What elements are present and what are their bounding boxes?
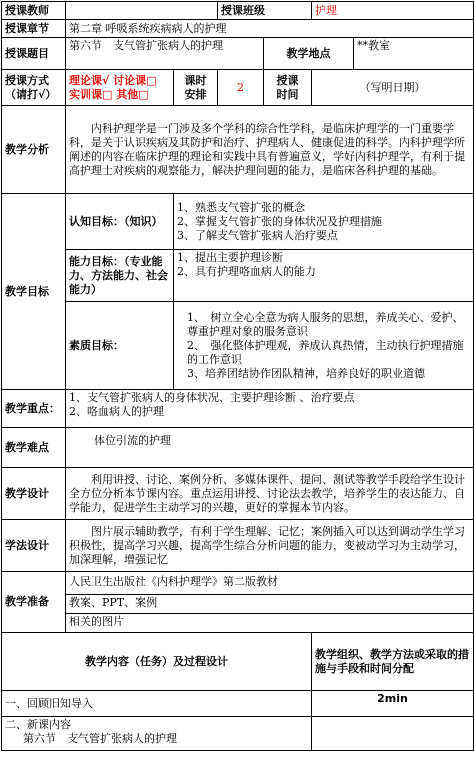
method-option-training-other[interactable]: 实训课□ 其他□ (69, 87, 149, 101)
process-row-review-time: 2min (312, 691, 474, 717)
hours-label-line1: 课时 (184, 73, 207, 87)
difficulty-text: 体位引流的护理 (66, 428, 474, 468)
design-label: 教学设计 (2, 468, 66, 520)
key-points-list (66, 390, 474, 428)
analysis-text: 内科护理学是一门涉及多个学科的综合性学科，是临床护理学的一门重要学科，是关于认识疾病及其防护和治疗、护理病人、健康促进的科学。内科护理学所阐述的内容在临床护理的理论和实践中具有普遍意义，学好内科护理学，有利于提高护理士对疾病的观察能力，解决护理问题的能力，是临床各科护理的基础。 (66, 106, 474, 194)
key-point-item: 2、咯血病人的护理 (69, 405, 164, 418)
preparation-item: 相关的图片 (66, 613, 473, 632)
design-text: 利用讲授、讨论、案例分析、多媒体课件、提问、测试等教学手段给学生设计全方位分析本节课内容。重点运用讲授、讨论法去教学，培养学生的表达能力、自学能力，促进学生主动学习的兴趣，更好的掌握本节内容。 (66, 468, 474, 520)
process-content-header: 教学内容（任务）及过程设计 (2, 633, 312, 691)
process-new-heading: 二、新课内容 (5, 718, 71, 731)
quality-goal-item: 3、培养团结协作团队精神，培养良好的职业道德 (187, 366, 425, 380)
preparation-list (66, 572, 474, 633)
hours-value: 2 (218, 70, 264, 106)
process-row-new-method (312, 717, 474, 751)
method-options (66, 70, 174, 106)
cognitive-goal-item: 3、了解支气管扩张病人治疗要点 (177, 228, 338, 242)
ability-goal-item: 2、具有护理咯血病人的能力 (177, 265, 316, 278)
learning-design-text: 图片展示辅助教学，有利于学生理解、记忆；案例插入可以达到调动学生学习积极性，提高学习兴趣，提高学生综合分析问题的能力，变被动学习为主动学习，加深理解，增强记忆 (66, 520, 474, 572)
process-method-header: 教学组织、教学方法或采取的措施与手段和时间分配 (312, 633, 474, 691)
process-new-section: 第六节 支气管扩张病人的护理 (23, 732, 177, 745)
quality-goal-label: 素质目标： (66, 302, 174, 390)
teacher-label: 授课教师 (2, 2, 66, 20)
preparation-label: 教学准备 (2, 572, 66, 633)
cognitive-goal-item: 1、熟悉支气管扩张的概念 (177, 200, 305, 214)
time-label (264, 70, 312, 106)
ability-goal-item: 1、提出主要护理诊断 (177, 251, 283, 264)
teacher-value (66, 2, 218, 20)
chapter-value: 第二章 呼吸系统疾病病人的护理 (66, 20, 474, 38)
method-label-line2: （请打√） (5, 87, 57, 101)
lesson-plan-table (1, 1, 474, 751)
time-label-line1: 授课 (276, 73, 299, 87)
ability-goal-list (174, 250, 474, 302)
preparation-item: 人民卫生出版社《内科护理学》第二版教材 (69, 575, 278, 588)
place-value: **教室 (354, 38, 474, 70)
ability-goal-label: 能力目标：（专业能力、方法能力、社会能力） (66, 250, 174, 302)
key-point-item: 1、支气管扩张病人的身体状况、主要护理诊断 、治疗要点 (69, 391, 355, 404)
time-value: （写明日期） (312, 70, 474, 106)
preparation-item: 教案、PPT、案例 (66, 594, 473, 613)
cognitive-goal-item: 2、掌握支气管扩张的身体状况及护理措施 (177, 214, 382, 228)
chapter-label: 授课章节 (2, 20, 66, 38)
topic-value: 第六节 支气管扩张病人的护理 (66, 38, 264, 70)
quality-goal-item: 1、 树立全心全意为病人服务的思想，养成关心、爱护、尊重护理对象的服务意识 (187, 310, 464, 338)
quality-goal-list (174, 302, 474, 390)
learning-design-label: 学法设计 (2, 520, 66, 572)
quality-goal-item: 2、 强化整体护理观，养成认真热情，主动执行护理措施的工作意识 (187, 338, 464, 366)
process-row-new (2, 717, 312, 751)
hours-label (174, 70, 218, 106)
hours-label-line2: 安排 (184, 87, 207, 101)
cognitive-goal-label: 认知目标：（知识） (66, 194, 174, 250)
method-label-line1: 授课方式 (5, 73, 49, 87)
method-option-theory-discussion[interactable]: 理论课√ 讨论课□ (69, 73, 157, 87)
key-points-label: 教学重点： (2, 390, 66, 428)
place-label: 教学地点 (264, 38, 354, 70)
topic-label: 授课题目 (2, 38, 66, 70)
method-label (2, 70, 66, 106)
analysis-label: 教学分析 (2, 106, 66, 194)
time-label-line2: 时间 (276, 87, 299, 101)
process-row-review: 一、回顾旧知导入 (2, 691, 312, 717)
difficulty-label: 教学难点 (2, 428, 66, 468)
class-value: 护理 (312, 2, 474, 20)
goals-label: 教学目标 (2, 194, 66, 390)
class-label: 授课班级 (218, 2, 312, 20)
cognitive-goal-list (174, 194, 474, 250)
